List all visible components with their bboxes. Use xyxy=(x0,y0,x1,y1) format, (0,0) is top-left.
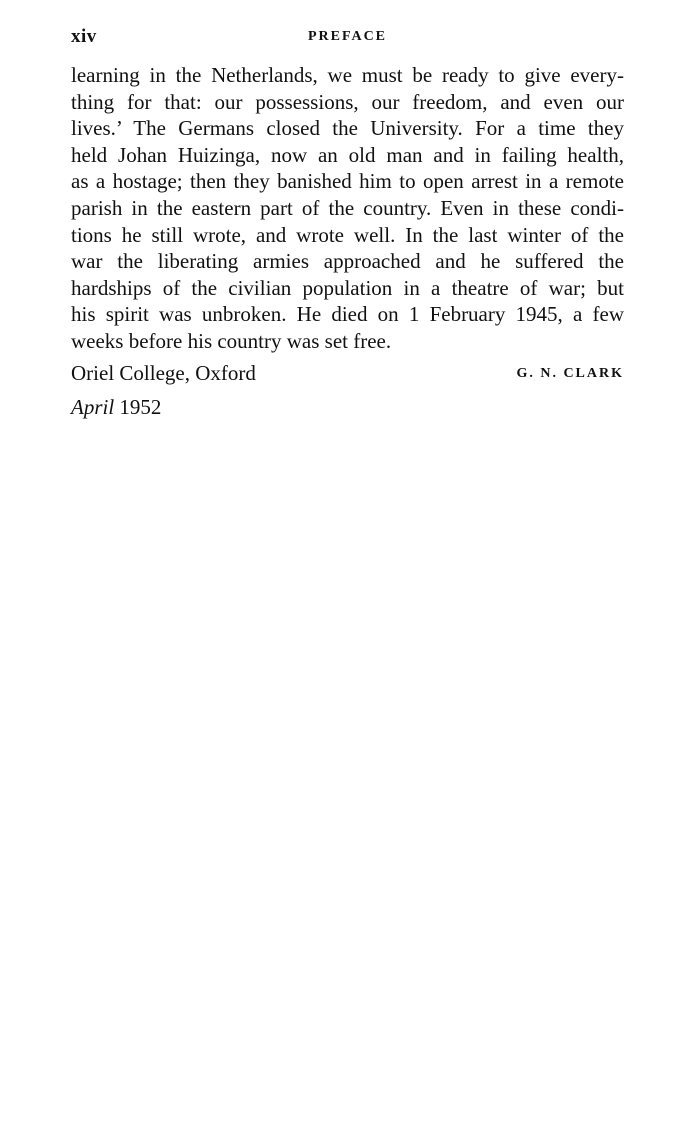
page-number: xiv xyxy=(71,26,97,47)
text-line: tions he still wrote, and wrote well. In the last winter of the xyxy=(71,222,624,247)
signoff-date-year: 1952 xyxy=(119,394,162,419)
section-title: PREFACE xyxy=(307,29,388,44)
book-page xyxy=(71,26,624,420)
text-line: learning in the Netherlands, we must be ready to give every- xyxy=(71,63,624,87)
text-line: lives.’ The Germans closed the University. For a time they xyxy=(71,116,624,141)
text-line: his spirit was unbroken. He died on 1 February 1945, a few xyxy=(71,302,624,327)
text-line: weeks before his country was set free. xyxy=(71,328,392,353)
signoff-place: Oriel College, Oxford xyxy=(71,360,256,385)
text-line: held Johan Huizinga, now an old man and in failing health, xyxy=(71,142,624,167)
signoff-date-month: April xyxy=(71,394,115,419)
signoff-author: G. N. CLARK xyxy=(516,365,624,381)
signoff-row xyxy=(71,361,624,391)
running-head xyxy=(71,26,624,52)
text-line: parish in the eastern part of the country. Even in these condi- xyxy=(71,195,624,220)
signoff-date xyxy=(71,395,624,420)
text-line: hardships of the civilian population in a theatre of war; but xyxy=(71,275,624,300)
body-paragraph xyxy=(71,62,624,355)
text-line: war the liberating armies approached and he suffered the xyxy=(71,249,624,274)
text-line: as a hostage; then they banished him to open arrest in a remote xyxy=(71,169,624,194)
text-line: thing for that: our possessions, our freedom, and even our xyxy=(71,89,624,114)
